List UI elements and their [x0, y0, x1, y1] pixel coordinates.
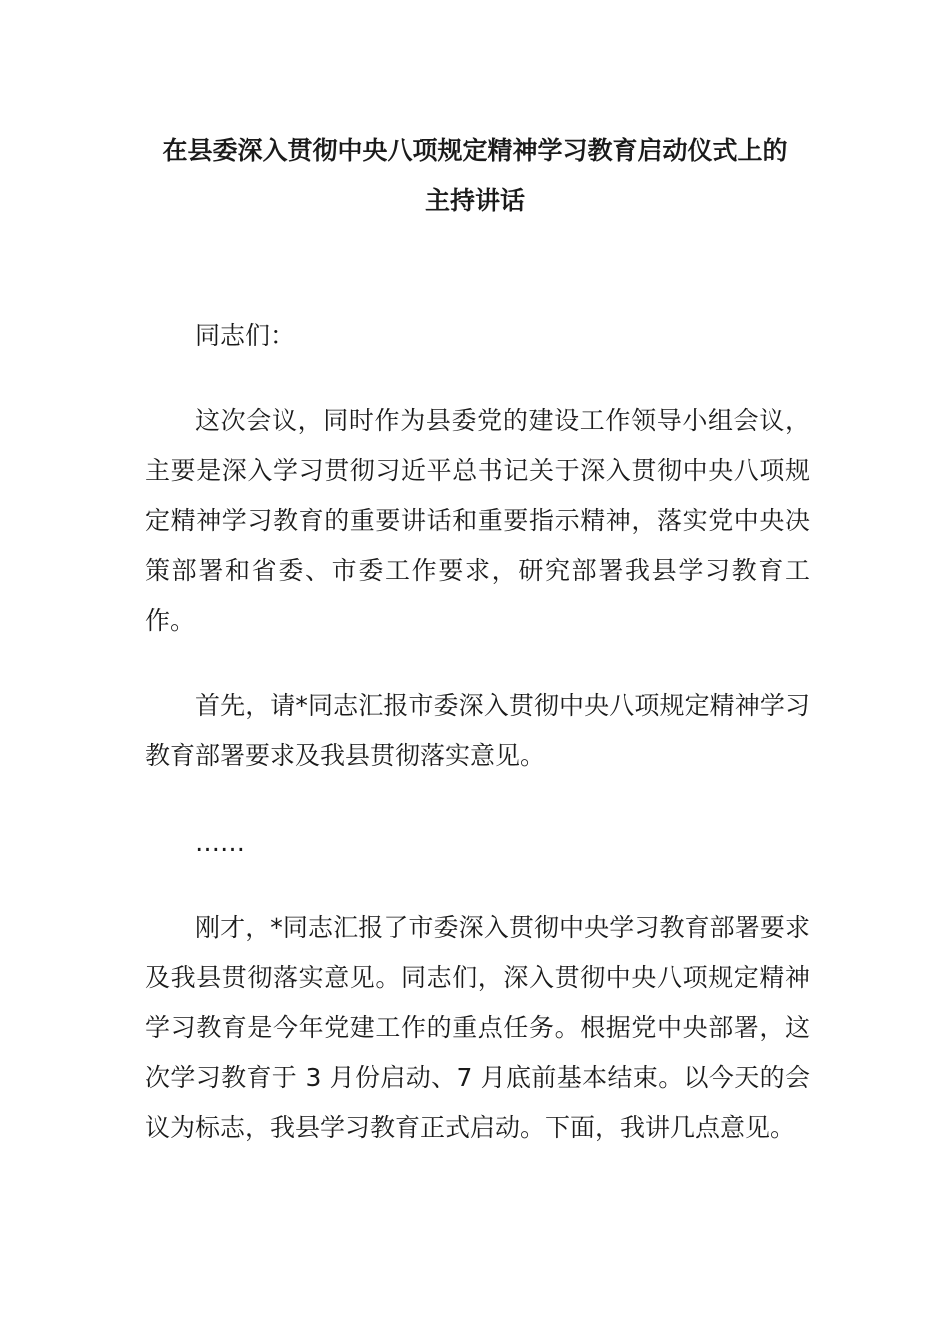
ellipsis-paragraph: ……	[195, 828, 245, 857]
document-title-line-2: 主持讲话	[424, 186, 525, 215]
body-paragraph-1: 这次会议，同时作为县委党的建设工作领导小组会议，主要是深入学习贯彻习近平总书记关于深入贯彻中央八项规定精神学习教育的重要讲话和重要指示精神，落实党中央决策部署和省委、市委工作要求，研究部署我县学习教育工作。	[145, 406, 810, 635]
body-paragraph-2: 首先，请*同志汇报市委深入贯彻中央八项规定精神学习教育部署要求及我县贯彻落实意见。	[145, 691, 810, 770]
body-paragraph-3: 刚才，*同志汇报了市委深入贯彻中央学习教育部署要求及我县贯彻落实意见。同志们，深入贯彻中央八项规定精神学习教育是今年党建工作的重点任务。根据党中央部署，这次学习教育于 3 月份启动、7 月底前基本结束。以今天的会议为标志，我县学习教育正式启动。下面，我讲几点意见。	[145, 913, 810, 1142]
greeting-paragraph: 同志们：	[195, 321, 296, 350]
document-title-line-1: 在县委深入贯彻中央八项规定精神学习教育启动仪式上的	[162, 136, 788, 165]
document-title	[140, 126, 810, 226]
